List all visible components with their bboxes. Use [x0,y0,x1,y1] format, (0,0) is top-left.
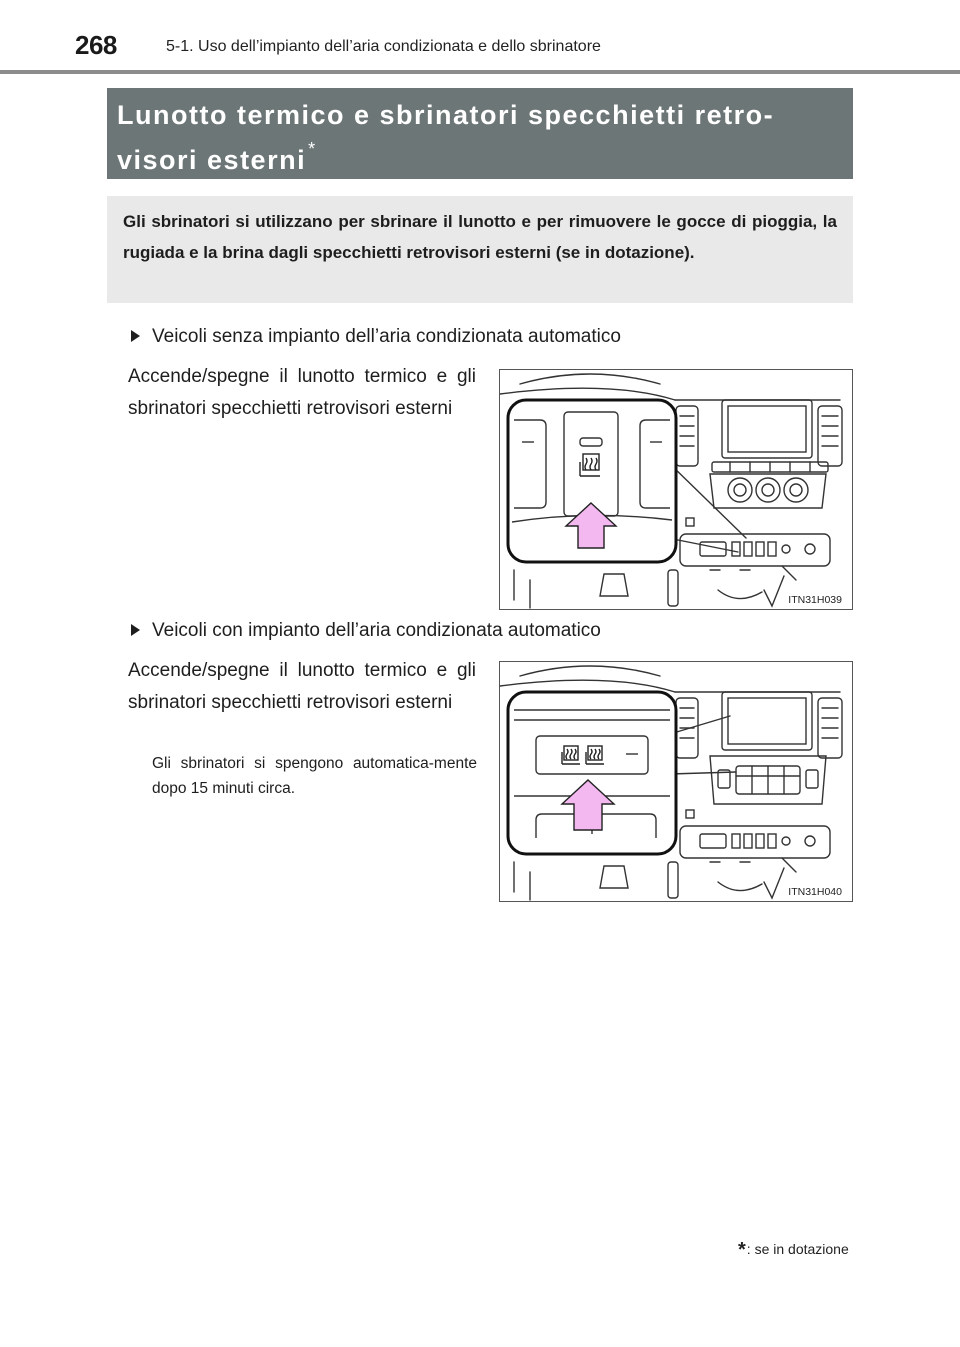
intro-text: Gli sbrinatori si utilizzano per sbrinare il lunotto e per rimuovere le gocce di pioggia, la rugiada e la brina dagli specchietti retrovisori esterni (se in dotazione). [123,212,837,262]
title-line-1: Lunotto termico e sbrinatori specchietti retro- [117,100,775,130]
page-number: 268 [75,30,117,60]
figure-automatic-ac [499,661,853,902]
dashboard-illustration-manual [500,370,852,609]
figure-code: ITN31H040 [788,886,842,898]
triangle-bullet-icon [131,330,140,342]
asterisk-icon: * [738,1239,746,1261]
header-rule [0,70,960,74]
asterisk-mark: * [308,139,317,159]
title-line-2: visori esterni * [117,139,317,175]
description-manual: Accende/spegne il lunotto termico e gli sbrinatori specchietti retrovisori esterni [128,366,476,419]
running-header: 5-1. Uso dell’impianto dell’aria condizionata e dello sbrinatore [166,38,601,55]
figure-code: ITN31H039 [788,594,842,606]
description-automatic: Accende/spegne il lunotto termico e gli sbrinatori specchietti retrovisori esterni [128,660,476,713]
figure-manual-ac [499,369,853,610]
triangle-bullet-icon [131,624,140,636]
section-title [107,88,853,179]
dashboard-illustration-automatic [500,662,852,901]
intro-box [107,196,853,303]
section-heading-automatic: Veicoli con impianto dell’aria condizionata automatico [131,620,601,642]
note-auto-off: Gli sbrinatori si spengono automatica-mente dopo 15 minuti circa. [152,755,477,797]
section-heading-manual: Veicoli senza impianto dell’aria condizionata automatico [131,326,621,348]
footnote: *: se in dotazione [738,1239,849,1261]
